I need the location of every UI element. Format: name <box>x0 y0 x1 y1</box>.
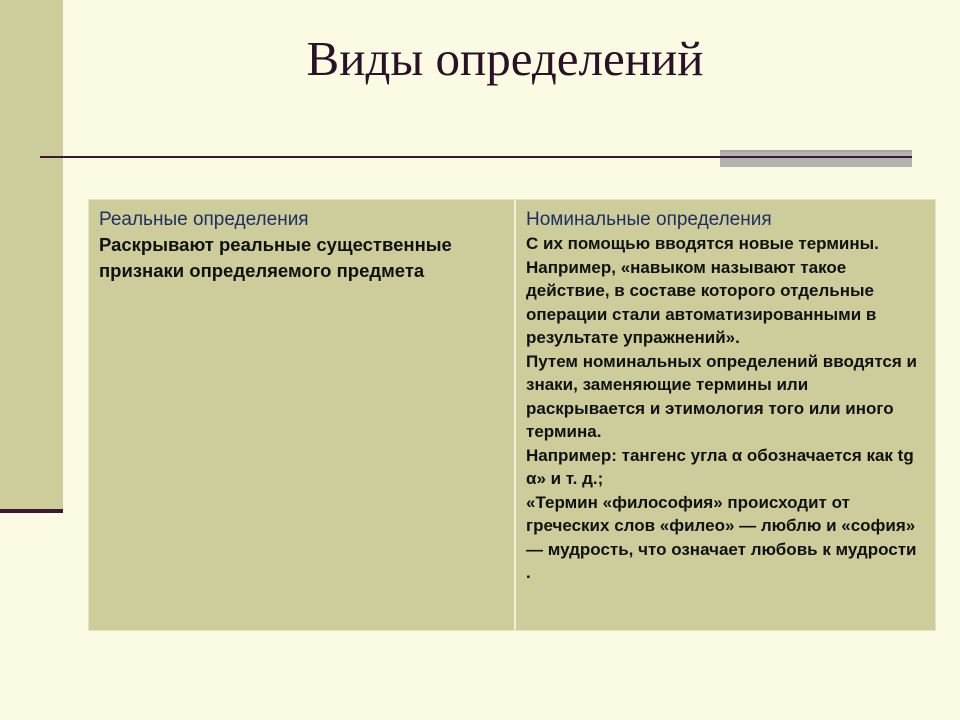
nominal-paragraph: С их помощью вводятся новые термины. Например, «навыком называют такое действие, в составе которого отдельные операции стали автоматизированными в результате упражнений». <box>526 234 879 347</box>
nominal-definitions-text <box>526 232 925 585</box>
slide-title: Виды определений <box>306 31 704 86</box>
definitions-table <box>88 199 936 631</box>
nominal-paragraph: Например: тангенс угла α обозначается как tg α» и т. д.; <box>526 445 914 488</box>
nominal-paragraph: «Термин «философия» происходит от греческих слов «филео» — люблю и «софия» — мудрость, что означает любовь к мудрости . <box>526 492 917 582</box>
real-definitions-heading: Реальные определения <box>99 209 309 230</box>
side-decor-line <box>0 509 63 513</box>
real-definitions-text: Раскрывают реальные существенные признаки определяемого предмета <box>99 234 452 281</box>
nominal-paragraph: Путем номинальных определений вводятся и знаки, заменяющие термины или раскрывается и этимология того или иного термина. <box>526 351 917 441</box>
nominal-definitions-heading: Номинальные определения <box>526 209 772 230</box>
real-definitions-cell <box>89 200 516 630</box>
title-accent-bar <box>720 150 912 167</box>
nominal-definitions-cell <box>516 200 935 630</box>
